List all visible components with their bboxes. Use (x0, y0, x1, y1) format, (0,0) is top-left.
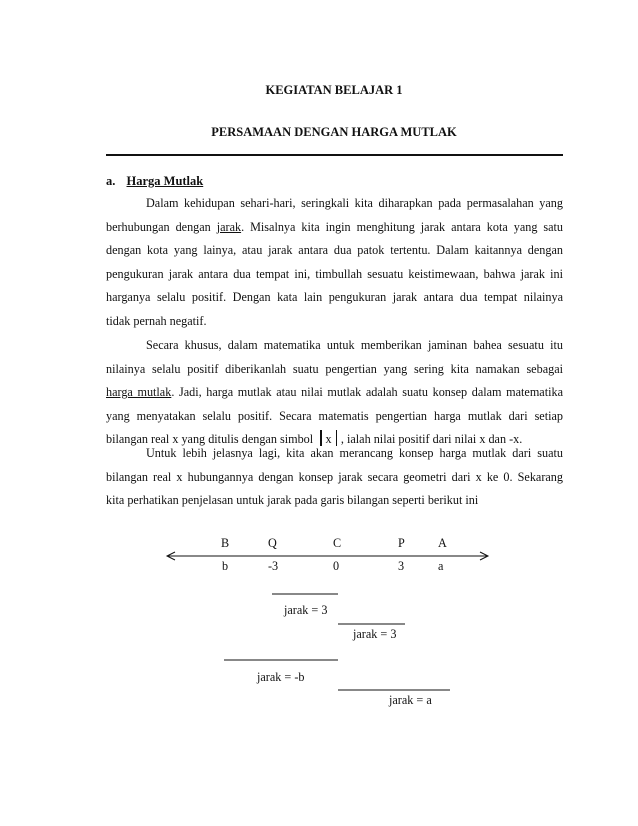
point-name-q: Q (268, 536, 277, 550)
point-value-p: 3 (398, 559, 405, 573)
p1-line-4: pengukuran jarak antara dua tempat ini, timbullah sesuatu keistimewaan, bahwa jarak ini (106, 266, 563, 281)
p2-line-2: nilainya selalu positif diberikanlah suatu pengertian yang sering kita namakan sebagai (106, 361, 563, 376)
distance-label-q-c: jarak = 3 (284, 603, 328, 617)
p2-line-1: Secara khusus, dalam matematika untuk memberikan jaminan bahea sesuatu itu (146, 338, 563, 352)
p2-line-5-end: , ialah nilai positif dari nilai x dan -x. (340, 432, 523, 447)
p1-line-2-start: berhubungan dengan (106, 219, 217, 234)
point-name-b: B (221, 536, 230, 550)
p2-line-4: yang menyatakan selalu positif. Secara matematis pengertian harga mutlak dari setiap (106, 408, 563, 423)
harga-mutlak-term: harga mutlak (106, 385, 172, 400)
page-subtitle: PERSAMAAN DENGAN HARGA MUTLAK (211, 125, 457, 139)
point-value-q: -3 (268, 559, 279, 573)
point-value-a: a (438, 559, 444, 573)
p1-line-3: dengan kota yang lainya, atau jarak antara dua patok tertentu. Dalam kaitannya dengan (106, 243, 563, 258)
point-value-b: b (222, 559, 229, 573)
page-title: KEGIATAN BELAJAR 1 (265, 83, 403, 97)
p3-line-2: bilangan real x hubungannya dengan konsep jarak secara geometri dari x ke 0. Sekarang (106, 469, 563, 484)
jarak-term: jarak (216, 219, 242, 234)
p1-line-2-end: . Misalnya kita ingin menghitung jarak antara kota yang satu (241, 219, 563, 234)
point-value-c: 0 (333, 559, 340, 573)
distance-label-b-c: jarak = -b (257, 670, 305, 684)
p1-line-5: harganya selalu positif. Dengan kata lain pengukuran jarak antara dua tempat nilainya (106, 290, 563, 305)
abs-symbol-x: x (325, 432, 332, 447)
p3-line-1: Untuk lebih jelasnya lagi, kita akan merancang konsep harga mutlak dari suatu (146, 446, 563, 460)
p1-line-1: Dalam kehidupan sehari-hari, seringkali kita diharapkan pada permasalahan yang (146, 196, 563, 210)
point-name-c: C (333, 536, 342, 550)
p1-line-6: tidak pernah negatif. (106, 313, 207, 328)
section-title: Harga Mutlak (126, 174, 204, 188)
section-label: a. (106, 174, 116, 188)
distance-label-c-p: jarak = 3 (353, 627, 397, 641)
distance-label-c-a: jarak = a (389, 693, 432, 707)
point-name-p: P (398, 536, 405, 550)
p2-line-3-end: . Jadi, harga mutlak atau nilai mutlak adalah suatu konsep dalam matematika (171, 385, 563, 400)
p3-line-3: kita perhatikan penjelasan untuk jarak pada garis bilangan seperti berikut ini (106, 493, 479, 508)
p2-line-5-start: bilangan real x yang ditulis dengan simbol (106, 432, 314, 447)
point-name-a: A (438, 536, 447, 550)
